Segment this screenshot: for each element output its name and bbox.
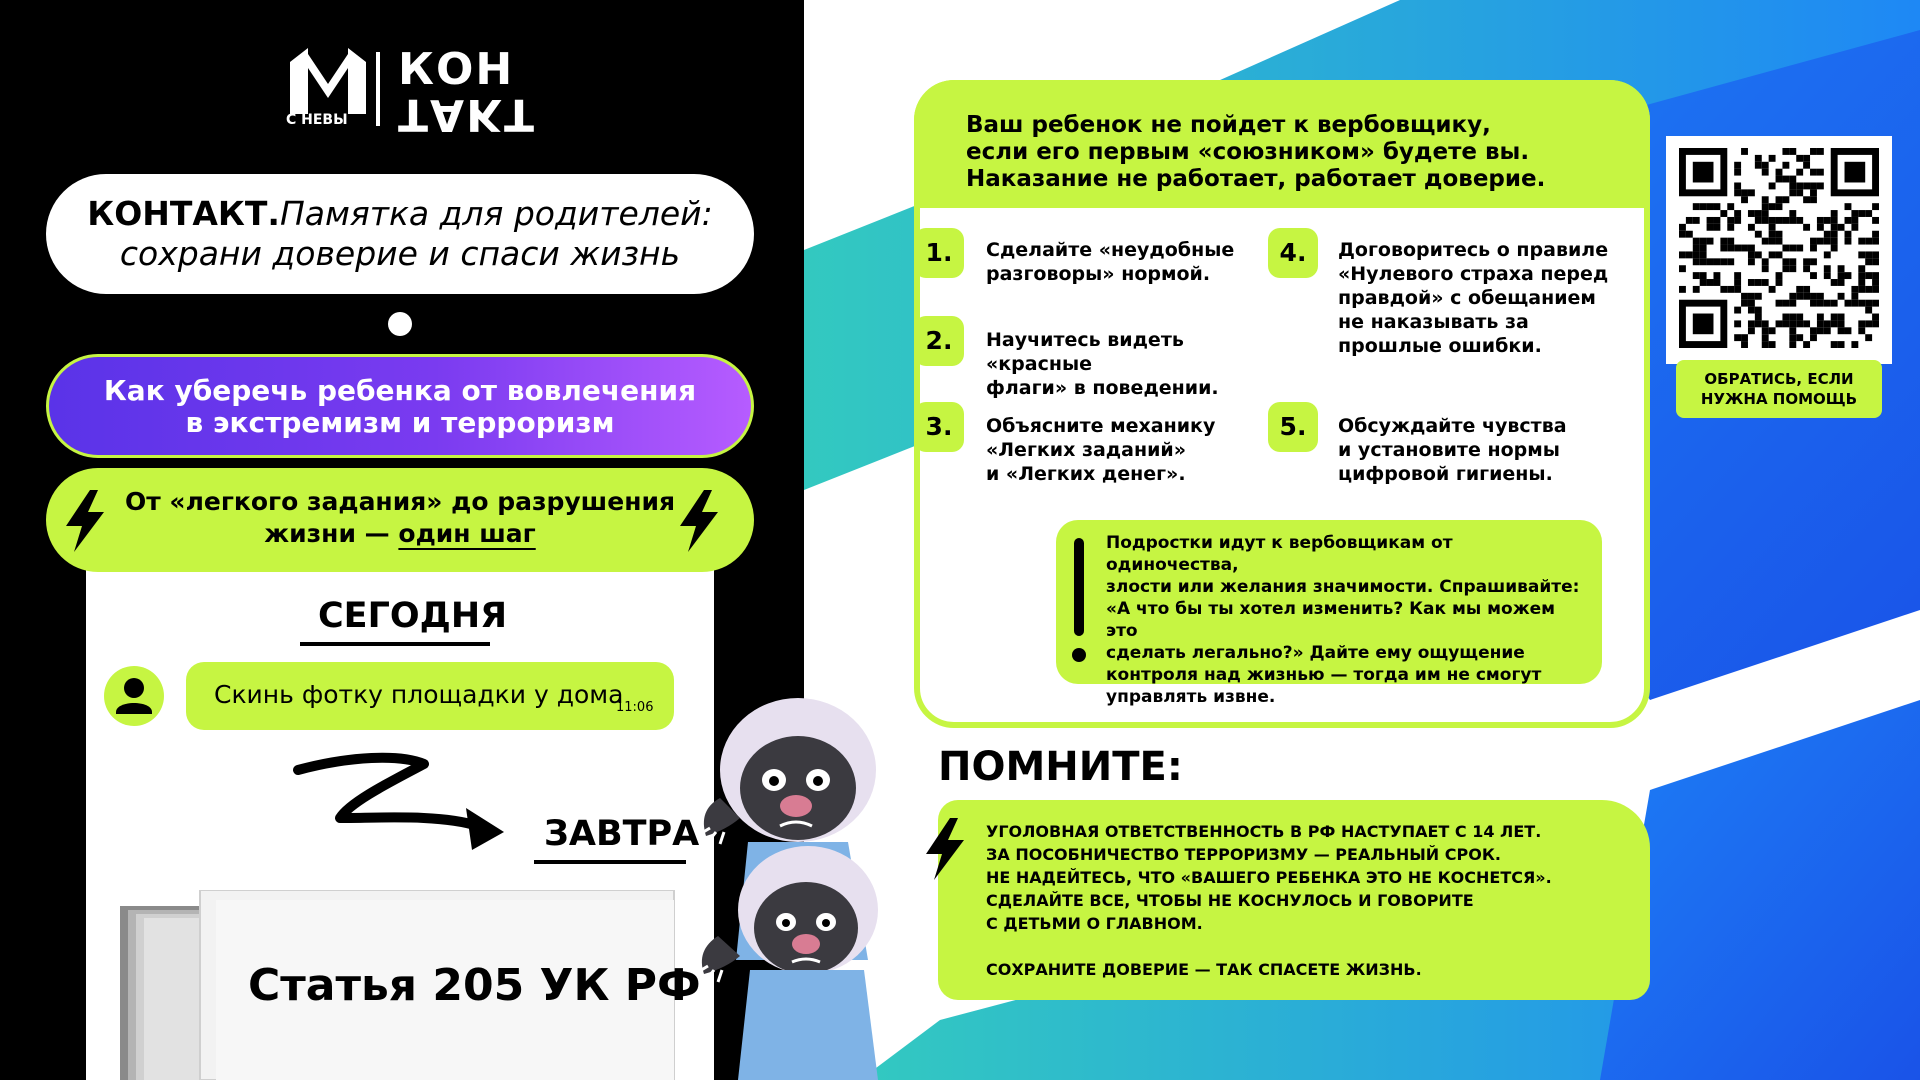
title-pill [46,174,754,294]
advice-header-line: Ваш ребенок не пойдет к вербовщику, [966,112,1491,138]
step-line: и установите нормы [1338,439,1560,461]
title-line-1 [46,194,754,234]
title-italic-1: Памятка для родителей: [279,194,713,233]
chat-message: Скинь фотку площадки у дома [214,680,624,709]
step-line: флаги» в поведении. [986,377,1219,399]
remember-line: С ДЕТЬМИ О ГЛАВНОМ. [986,914,1203,933]
title-line-2 [46,234,754,274]
step-line: и «Легких денег». [986,463,1186,485]
step-line: разговоры» нормой. [986,263,1211,285]
chat-time: 11:06 [616,700,654,715]
step-text [1338,414,1628,486]
step-line: правдой» с обещанием [1338,287,1596,309]
kontakt-logo-bottom: ТАКТ [398,89,537,140]
zigzag-arrow-icon [290,752,510,862]
step-text [986,238,1256,286]
step-line: «Нулевого страха перед [1338,263,1609,285]
title-italic-2: сохрани доверие и спаси жизнь [119,234,681,273]
remember-line: СДЕЛАЙТЕ ВСЕ, ЧТОБЫ НЕ КОСНУЛОСЬ И ГОВОРИТЕ [986,891,1474,910]
step-number: 2. [914,316,964,366]
tomorrow-underline [534,860,686,864]
step-line: Научитесь видеть «красные [986,329,1184,375]
today-underline [300,642,490,646]
remember-line: УГОЛОВНАЯ ОТВЕТСТВЕННОСТЬ В РФ НАСТУПАЕТ С 14 ЛЕТ. [986,822,1542,841]
topic-line-2: в экстремизм и терроризм [185,406,615,439]
brand-left-text: С НЕВЫ [286,112,348,128]
logo-divider [376,52,380,126]
step-line: Объясните механику [986,415,1216,437]
spacer [986,935,1646,958]
topic-line-1: Как уберечь ребенка от вовлечения [103,374,697,407]
exclamation-icon [1074,538,1084,636]
warning-line: сделать легально?» Дайте ему ощущение [1106,643,1525,663]
step-text [986,414,1256,486]
user-icon [104,666,164,726]
advice-header-line: Наказание не работает, работает доверие. [966,166,1546,192]
kontakt-logo-top: КОН [398,44,515,95]
tomorrow-heading: ЗАВТРА [544,814,700,854]
warning-line: управлять извне. [1106,687,1276,707]
advice-header-text [966,112,1545,193]
step-line: прошлые ошибки. [1338,335,1542,357]
exclamation-dot [1072,648,1086,662]
step-line: цифровой гигиены. [1338,463,1553,485]
step-number: 5. [1268,402,1318,452]
lightning-icon [922,818,968,880]
step-number: 3. [914,402,964,452]
topic-pill [46,354,754,458]
law-article: Статья 205 УК РФ [248,960,701,1011]
remember-line: НЕ НАДЕЙТЕСЬ, ЧТО «ВАШЕГО РЕБЕНКА ЭТО НЕ КОСНЕТСЯ». [986,868,1552,887]
lightning-icon [62,490,108,552]
warning-line: Подростки идут к вербовщикам от одиночества, [1106,533,1453,575]
warning-line: злости или желания значимости. Спрашивайте: [1106,577,1580,597]
remember-text [986,820,1646,981]
one-step-plain: жизни — [264,519,399,548]
step-text [986,328,1286,400]
one-step-line-1: От «легкого задания» до разрушения [124,487,676,516]
advice-header-line: если его первым «союзником» будете вы. [966,139,1530,165]
remember-line: ЗА ПОСОБНИЧЕСТВО ТЕРРОРИЗМУ — РЕАЛЬНЫЙ СРОК. [986,845,1501,864]
step-line: Сделайте «неудобные [986,239,1235,261]
warning-line: контроля над жизнью — тогда им не смогут [1106,665,1542,685]
one-step-underlined: один шаг [398,519,536,548]
step-line: не наказывать за [1338,311,1529,333]
remember-heading: ПОМНИТЕ: [938,744,1183,790]
lightning-icon [676,490,722,552]
step-line: Договоритесь о правиле [1338,239,1609,261]
title-bold: КОНТАКТ. [87,194,280,233]
mascot-illustration [688,660,908,1080]
step-number: 4. [1268,228,1318,278]
connector-dot [388,312,412,336]
today-heading: СЕГОДНЯ [318,596,508,636]
kontakt-logo [398,44,537,140]
help-caption-line: НУЖНА ПОМОЩЬ [1700,390,1858,408]
remember-closing: СОХРАНИТЕ ДОВЕРИЕ — ТАК СПАСЕТЕ ЖИЗНЬ. [986,960,1422,979]
step-line: Обсуждайте чувства [1338,415,1567,437]
warning-line: «А что бы ты хотел изменить? Как мы можем это [1106,599,1556,641]
step-line: «Легких заданий» [986,439,1187,461]
qr-code-icon[interactable] [1676,148,1882,348]
step-text [1338,238,1628,358]
warning-text [1106,532,1586,708]
help-caption-line: ОБРАТИСЬ, ЕСЛИ [1704,370,1854,388]
step-number: 1. [914,228,964,278]
help-caption [1676,360,1882,418]
one-step-line-2 [46,518,754,550]
one-step-pill [46,468,754,572]
avatar [104,666,164,726]
